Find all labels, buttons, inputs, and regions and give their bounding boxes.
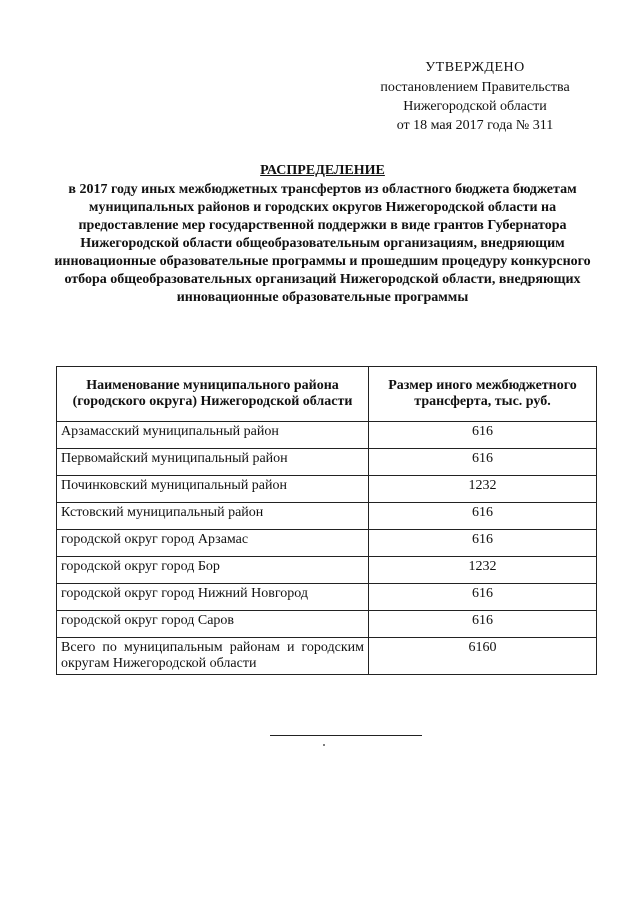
municipality-cell: Арзамасский муниципальный район <box>57 422 369 449</box>
approval-line-date: от 18 мая 2017 года № 311 <box>396 118 554 133</box>
column-header-municipality: Наименование муниципального района (городского округа) Нижегородской области <box>57 367 369 422</box>
amount-cell: 616 <box>369 449 597 476</box>
document-subtitle: в 2017 году иных межбюджетных трансфертов из областного бюджета бюджетам муниципальных районов и городских округов Нижегородской области на предоставление мер государственной поддержки в виде грантов Губернатора Нижегородской области общеобразовательным организациям, внедряющим инновационные образовательные программы и прошедшим процедуру конкурсного отбора общеобразовательных организаций Нижегородской области, внедряющих инновационные образовательные программы <box>54 182 591 305</box>
total-amount-cell: 6160 <box>369 638 597 675</box>
table-row <box>57 476 597 503</box>
document-title-block <box>50 162 595 307</box>
table-row <box>57 503 597 530</box>
table-row <box>57 557 597 584</box>
approval-stamp-title: УТВЕРЖДЕНО <box>425 60 525 75</box>
amount-cell: 616 <box>369 422 597 449</box>
amount-cell: 616 <box>369 611 597 638</box>
municipality-cell: Первомайский муниципальный район <box>57 449 369 476</box>
total-label-cell: Всего по муниципальным районам и городским округам Нижегородской области <box>57 638 369 675</box>
table-header-row <box>57 367 597 422</box>
table-row <box>57 449 597 476</box>
municipality-cell: Починковский муниципальный район <box>57 476 369 503</box>
municipality-cell: Кстовский муниципальный район <box>57 503 369 530</box>
amount-cell: 616 <box>369 503 597 530</box>
amount-cell: 616 <box>369 530 597 557</box>
municipality-cell: городской округ город Саров <box>57 611 369 638</box>
municipality-cell: городской округ город Нижний Новгород <box>57 584 369 611</box>
amount-cell: 1232 <box>369 476 597 503</box>
closing-rule-line <box>270 735 422 736</box>
amount-cell: 1232 <box>369 557 597 584</box>
table-row <box>57 611 597 638</box>
distribution-table <box>56 366 597 675</box>
table-row <box>57 530 597 557</box>
approval-line-region: Нижегородской области <box>403 99 547 114</box>
approval-line-decree: постановлением Правительства <box>380 80 570 95</box>
table-row <box>57 422 597 449</box>
municipality-cell: городской округ город Бор <box>57 557 369 584</box>
municipality-cell: городской округ город Арзамас <box>57 530 369 557</box>
approval-stamp-block <box>355 58 595 135</box>
document-title: РАСПРЕДЕЛЕНИЕ <box>260 163 385 178</box>
scan-speck <box>323 744 325 746</box>
table-total-row <box>57 638 597 675</box>
column-header-transfer-amount: Размер иного межбюджетного трансферта, тыс. руб. <box>369 367 597 422</box>
amount-cell: 616 <box>369 584 597 611</box>
table-row <box>57 584 597 611</box>
